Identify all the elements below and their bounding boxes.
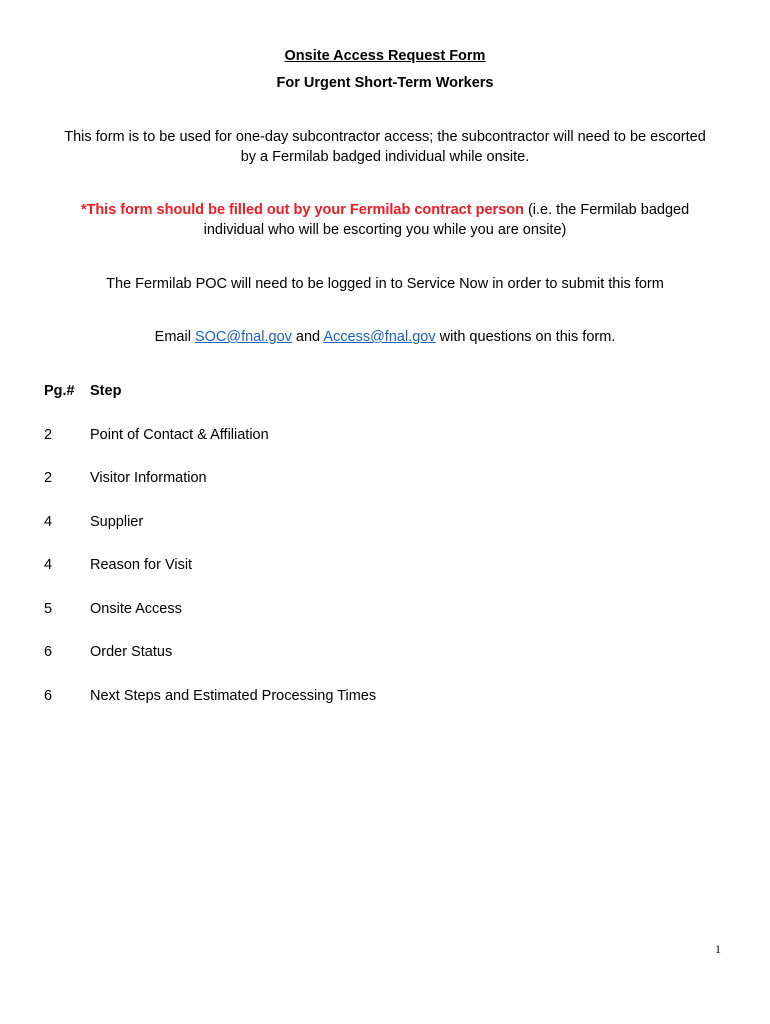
- note-paragraph: [0, 200, 770, 240]
- table-row: [0, 512, 770, 532]
- row-step-name: Supplier: [90, 514, 144, 530]
- intro-line-1: This form is to be used for one-day subcontractor access; the subcontractor will need to be escorted: [64, 129, 706, 145]
- row-page-number: 4: [44, 557, 53, 573]
- table-row: [0, 686, 770, 706]
- table-row: [0, 599, 770, 619]
- row-page-number: 6: [44, 644, 53, 660]
- page-number: 1: [715, 942, 721, 956]
- table-row: [0, 468, 770, 488]
- access-email-link[interactable]: Access@fnal.gov: [323, 329, 436, 345]
- row-page-number: 2: [44, 427, 53, 443]
- email-prefix: Email: [154, 329, 195, 345]
- email-and: and: [291, 329, 324, 345]
- table-row: [0, 425, 770, 445]
- page-title: Onsite Access Request Form: [284, 48, 486, 64]
- row-step-name: Visitor Information: [90, 470, 207, 486]
- note-line-1: [0, 200, 770, 220]
- page-subtitle: For Urgent Short-Term Workers: [276, 75, 494, 91]
- row-step-name: Onsite Access: [90, 601, 182, 617]
- note-rest-text: (i.e. the Fermilab badged: [523, 202, 690, 218]
- note-line-2: individual who will be escorting you while you are onsite): [203, 222, 567, 238]
- table-row: [0, 555, 770, 575]
- step-column-header: Step: [90, 383, 122, 399]
- row-step-name: Order Status: [90, 644, 173, 660]
- email-suffix: with questions on this form.: [435, 329, 616, 345]
- table-row: [0, 642, 770, 662]
- row-page-number: 5: [44, 601, 53, 617]
- row-step-name: Reason for Visit: [90, 557, 193, 573]
- row-page-number: 2: [44, 470, 53, 486]
- poc-paragraph: The Fermilab POC will need to be logged in to Service Now in order to submit this form: [106, 276, 664, 292]
- soc-email-link[interactable]: SOC@fnal.gov: [194, 329, 292, 345]
- note-red-text: *This form should be filled out by your Fermilab contract person: [80, 202, 524, 218]
- intro-paragraph: [0, 127, 770, 167]
- row-step-name: Next Steps and Estimated Processing Times: [90, 688, 377, 704]
- email-paragraph: [0, 327, 770, 347]
- page-column-header: Pg.#: [44, 383, 75, 399]
- row-page-number: 6: [44, 688, 53, 704]
- row-step-name: Point of Contact & Affiliation: [90, 427, 269, 443]
- steps-table-header: [0, 381, 770, 401]
- intro-line-2: by a Fermilab badged individual while onsite.: [240, 149, 530, 165]
- row-page-number: 4: [44, 514, 53, 530]
